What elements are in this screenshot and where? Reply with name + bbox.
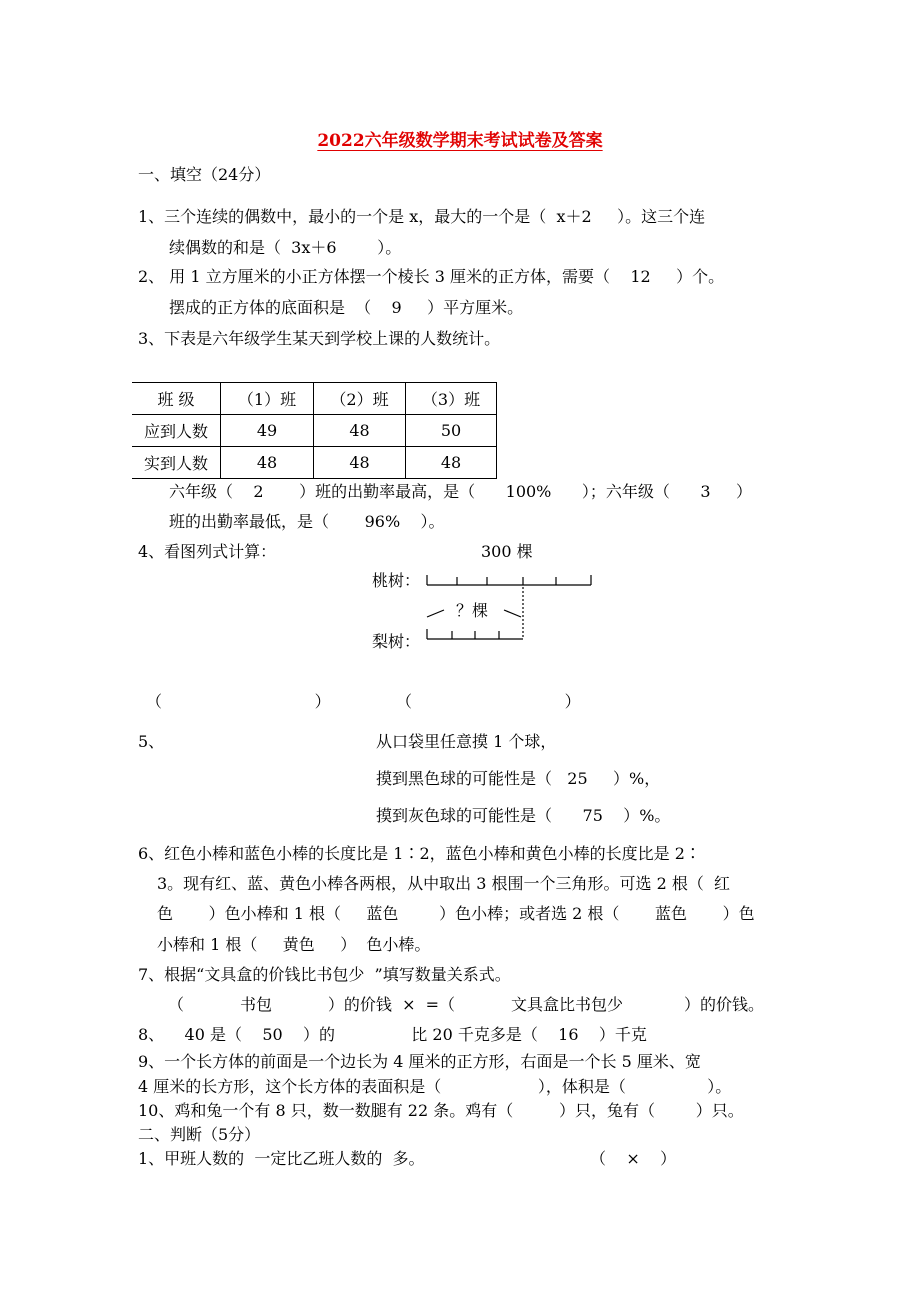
brace-left-line <box>427 610 444 617</box>
table-cell: 应到人数 <box>132 415 221 447</box>
q4-peach-label: 桃树： <box>372 571 421 590</box>
table-header-row <box>132 383 497 415</box>
q5-line3: 摸到灰色球的可能性是（ 75 ）%。 <box>376 806 671 825</box>
judge-q1-text: 1、甲班人数的 一定比乙班人数的 多。 <box>138 1149 425 1168</box>
document-title-wrap <box>0 126 920 151</box>
table-row <box>132 447 497 479</box>
brace-right-line <box>504 610 521 617</box>
q6-line2: 3。现有红、蓝、黄色小棒各两根，从中取出 3 根围一个三角形。可选 2 根（ 红 <box>157 874 731 893</box>
q4-total-label: 300 棵 <box>481 542 533 561</box>
q10-line1: 10、鸡和兔一个有 8 只，数一数腿有 22 条。鸡有（ ）只，兔有（ ）只。 <box>138 1101 744 1120</box>
q5-label: 5、 <box>138 732 165 751</box>
q1-line1: 1、三个连续的偶数中，最小的一个是 x，最大的一个是（ x＋2 ）。这三个连 <box>138 207 706 226</box>
section-judge-heading: 二、判断（5分） <box>138 1125 261 1144</box>
q5-line2: 摸到黑色球的可能性是（ 25 ）%， <box>376 769 661 788</box>
q3-answer-line2: 班的出勤率最低，是（ 96% ）。 <box>169 512 445 531</box>
q7-line1: 7、根据“文具盒的价钱比书包少 ”填写数量关系式。 <box>138 965 511 984</box>
q3-intro: 3、下表是六年级学生某天到学校上课的人数统计。 <box>138 329 501 348</box>
table-cell: 48 <box>314 447 406 479</box>
table-cell: 48 <box>221 447 314 479</box>
table-header-cell: （1）班 <box>221 383 314 415</box>
table-header-cell: （3）班 <box>406 383 497 415</box>
table-cell: 实到人数 <box>132 447 221 479</box>
q5-line1: 从口袋里任意摸 1 个球， <box>376 732 557 751</box>
table-cell: 48 <box>314 415 406 447</box>
attendance-table <box>132 382 497 479</box>
q4-answer-blank-1: （ ） <box>146 692 331 711</box>
table-cell: 48 <box>406 447 497 479</box>
table-header-cell: （2）班 <box>314 383 406 415</box>
table-cell: 49 <box>221 415 314 447</box>
q8-line1: 8、 40 是（ 50 ）的 比 20 千克多是（ 16 ）千克 <box>138 1025 647 1044</box>
document-title: 2022六年级数学期末考试试卷及答案 <box>317 131 603 151</box>
section-fill-heading: 一、填空（24分） <box>138 165 271 184</box>
table-cell: 50 <box>406 415 497 447</box>
table-row <box>132 415 497 447</box>
q4-pear-label: 梨树： <box>372 632 421 651</box>
tree-segment-diagram <box>420 563 600 653</box>
judge-q1-answer: （ × ） <box>590 1149 677 1168</box>
q7-line2: （ 书包 ）的价钱 × =（ 文具盒比书包少 ）的价钱。 <box>168 995 765 1014</box>
q6-line1: 6、红色小棒和蓝色小棒的长度比是 1∶2，蓝色小棒和黄色小棒的长度比是 2∶ <box>138 844 701 863</box>
q3-answer-line1: 六年级（ 2 ）班的出勤率最高，是（ 100% ）；六年级（ 3 ） <box>169 482 753 501</box>
q1-line2: 续偶数的和是（ 3x＋6 ）。 <box>169 238 402 257</box>
q9-line1: 9、一个长方体的前面是一个边长为 4 厘米的正方形，右面是一个长 5 厘米、宽 <box>138 1052 701 1071</box>
q9-line2: 4 厘米的长方形，这个长方体的表面积是（ ），体积是（ ）。 <box>138 1077 732 1096</box>
q2-line2: 摆成的正方体的底面积是 （ 9 ）平方厘米。 <box>169 298 524 317</box>
q6-line3: 色 ）色小棒和 1 根（ 蓝色 ）色小棒；或者选 2 根（ 蓝色 ）色 <box>157 904 755 923</box>
q2-line1: 2、 用 1 立方厘米的小正方体摆一个棱长 3 厘米的正方体，需要（ 12 ）个。 <box>138 267 725 286</box>
q4-answer-blank-2: （ ） <box>396 692 581 711</box>
table-header-cell: 班 级 <box>132 383 221 415</box>
q4-question-label: ？棵 <box>456 601 489 620</box>
q6-line4: 小棒和 1 根（ 黄色 ） 色小棒。 <box>157 935 431 954</box>
q4-label: 4、看图列式计算： <box>138 542 277 561</box>
